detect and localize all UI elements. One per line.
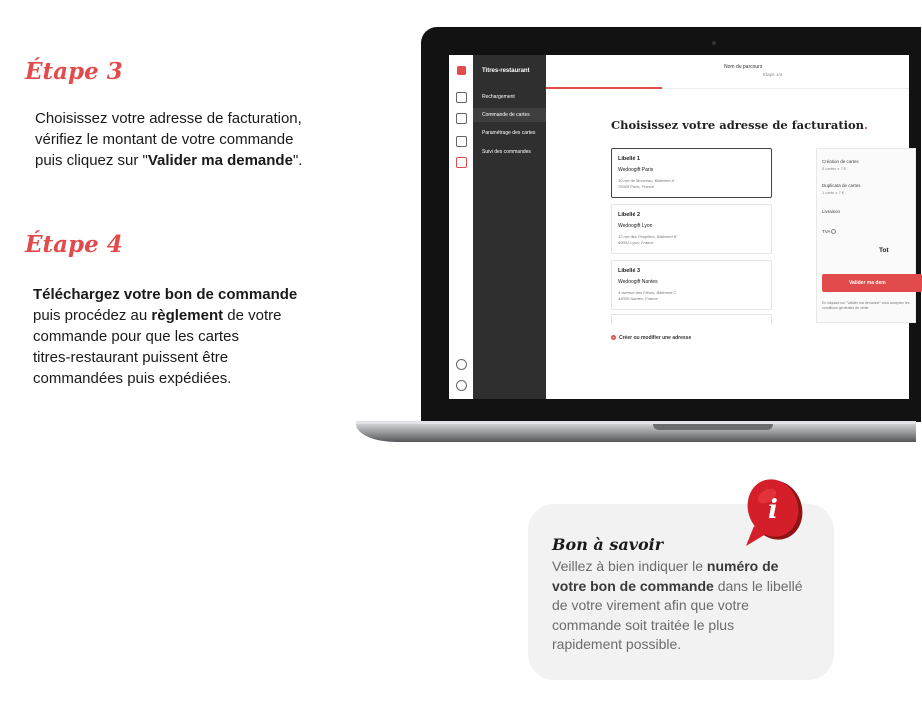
help-icon[interactable] bbox=[456, 359, 467, 370]
laptop-notch bbox=[653, 424, 773, 430]
address-line1: 4 avenue des Fleurs, Bâtiment C bbox=[618, 290, 677, 295]
address-card-partial[interactable] bbox=[611, 314, 772, 324]
info-line1-bold: numéro de bbox=[706, 558, 779, 574]
address-label: Libellé 3 bbox=[618, 268, 641, 274]
sidebar-item-parametrage[interactable]: Paramétrage des cartes bbox=[482, 130, 536, 136]
step3-line3-suffix: ". bbox=[292, 152, 303, 169]
sidebar-title: Titres-restaurant bbox=[482, 68, 530, 74]
info-badge-letter: i bbox=[768, 495, 778, 525]
laptop-base bbox=[356, 424, 916, 442]
info-circle-icon[interactable] bbox=[831, 229, 836, 234]
step4-line1 bbox=[33, 284, 297, 305]
step3-line3-prefix: puis cliquez sur " bbox=[35, 152, 148, 169]
icon-bar bbox=[449, 55, 474, 399]
validate-request-button[interactable]: Valider ma dem bbox=[822, 274, 922, 292]
cutlery-icon[interactable] bbox=[456, 157, 467, 168]
info-text bbox=[552, 557, 822, 655]
step4-title: Étape 4 bbox=[25, 231, 123, 258]
page-title-text: Choisissez votre adresse de facturation bbox=[611, 118, 865, 132]
laptop-camera bbox=[712, 41, 716, 45]
info-line1-prefix: Veillez à bien indiquer le bbox=[552, 558, 707, 574]
add-address-label: Créer ou modifier une adresse bbox=[619, 335, 692, 341]
progress-fill bbox=[546, 87, 662, 89]
summary-duplicata-label: Duplicata de cartes bbox=[822, 183, 861, 188]
header-step: Étape 1/4 bbox=[763, 72, 783, 77]
summary-duplicata-sub: 1 carte x 7 € bbox=[822, 190, 845, 195]
users-icon[interactable] bbox=[456, 113, 467, 124]
address-line1: 30 rue de Monceau, Bâtiment A bbox=[618, 178, 675, 183]
info-title: Bon à savoir bbox=[552, 535, 664, 554]
step3-line3 bbox=[35, 150, 302, 171]
address-name: Wedoogift Nantes bbox=[618, 279, 658, 285]
laptop-screen bbox=[449, 55, 909, 399]
info-line3: de votre virement afin que votre bbox=[552, 597, 749, 613]
sidebar-item-rechargement[interactable]: Rechargement bbox=[482, 94, 515, 100]
summary-tva-text: TVA bbox=[822, 229, 831, 234]
summary-tva-label bbox=[822, 229, 836, 234]
info-line2-suffix: dans le libellé bbox=[713, 577, 803, 594]
step4-line4: titres-restaurant puissent être bbox=[33, 349, 229, 366]
page-title bbox=[611, 118, 868, 132]
step3-line3-bold: Valider ma demande bbox=[147, 152, 293, 169]
order-summary bbox=[816, 148, 916, 323]
summary-total-label: Tot bbox=[879, 247, 889, 254]
step4-line2-bold: règlement bbox=[151, 307, 224, 324]
step4-line5: commandées puis expédiées. bbox=[33, 370, 232, 387]
step4-line3: commande pour que les cartes bbox=[33, 328, 239, 345]
info-line1 bbox=[552, 557, 822, 577]
step3-line2: vérifiez le montant de votre commande bbox=[35, 131, 294, 148]
address-card-2[interactable] bbox=[611, 204, 772, 254]
address-card-1[interactable] bbox=[611, 148, 772, 198]
home-icon[interactable] bbox=[456, 92, 467, 103]
step3-line1: Choisissez votre adresse de facturation, bbox=[35, 110, 302, 127]
step3-text bbox=[35, 108, 302, 171]
address-name: Wedoogift Lyon bbox=[618, 223, 653, 229]
address-line2: 44000 Nantes, France bbox=[618, 296, 658, 301]
address-line1: 12 rue des Peupliers, Bâtiment B bbox=[618, 234, 677, 239]
address-label: Libellé 1 bbox=[618, 156, 641, 162]
summary-livraison-label: Livraison bbox=[822, 209, 841, 214]
address-line2: 69002 Lyon, France bbox=[618, 240, 654, 245]
summary-creation-label: Création de cartes bbox=[822, 159, 859, 164]
profile-icon[interactable] bbox=[456, 380, 467, 391]
info-line5: rapidement possible. bbox=[552, 636, 682, 652]
step4-line2 bbox=[33, 305, 297, 326]
address-name: Wedoogift Paris bbox=[618, 167, 654, 173]
step4-line2-prefix: puis procédez au bbox=[33, 307, 152, 324]
page-title-dot: . bbox=[864, 118, 869, 132]
step4-line1-bold: Téléchargez votre bon de commande bbox=[33, 286, 298, 303]
sidebar-item-suivi[interactable]: Suivi des commandes bbox=[482, 149, 531, 155]
sidebar bbox=[473, 55, 546, 399]
info-line4: commande soit traitée le plus bbox=[552, 616, 735, 633]
plus-icon: + bbox=[612, 335, 615, 340]
info-line2 bbox=[552, 577, 822, 597]
step4-text bbox=[33, 284, 297, 389]
step3-title: Étape 3 bbox=[25, 58, 123, 85]
header-title: Nom du parcours bbox=[724, 64, 763, 70]
address-label: Libellé 2 bbox=[618, 212, 641, 218]
brand-logo-icon bbox=[457, 66, 466, 75]
sidebar-item-commande-cartes[interactable]: Commande de cartes bbox=[473, 108, 546, 122]
add-address-link[interactable] bbox=[611, 335, 691, 341]
summary-terms-note: En cliquant sur "Valider ma demande" vous acceptez les conditions générales de vente bbox=[822, 301, 910, 310]
step4-line2-suffix: de votre bbox=[223, 307, 282, 324]
summary-creation-sub: 5 cartes x 7 € bbox=[822, 166, 847, 171]
building-icon[interactable] bbox=[456, 136, 467, 147]
address-card-3[interactable] bbox=[611, 260, 772, 310]
address-line2: 75008 Paris, France bbox=[618, 184, 655, 189]
info-line2-bold: votre bon de commande bbox=[552, 577, 714, 594]
info-bubble-icon bbox=[740, 472, 804, 550]
